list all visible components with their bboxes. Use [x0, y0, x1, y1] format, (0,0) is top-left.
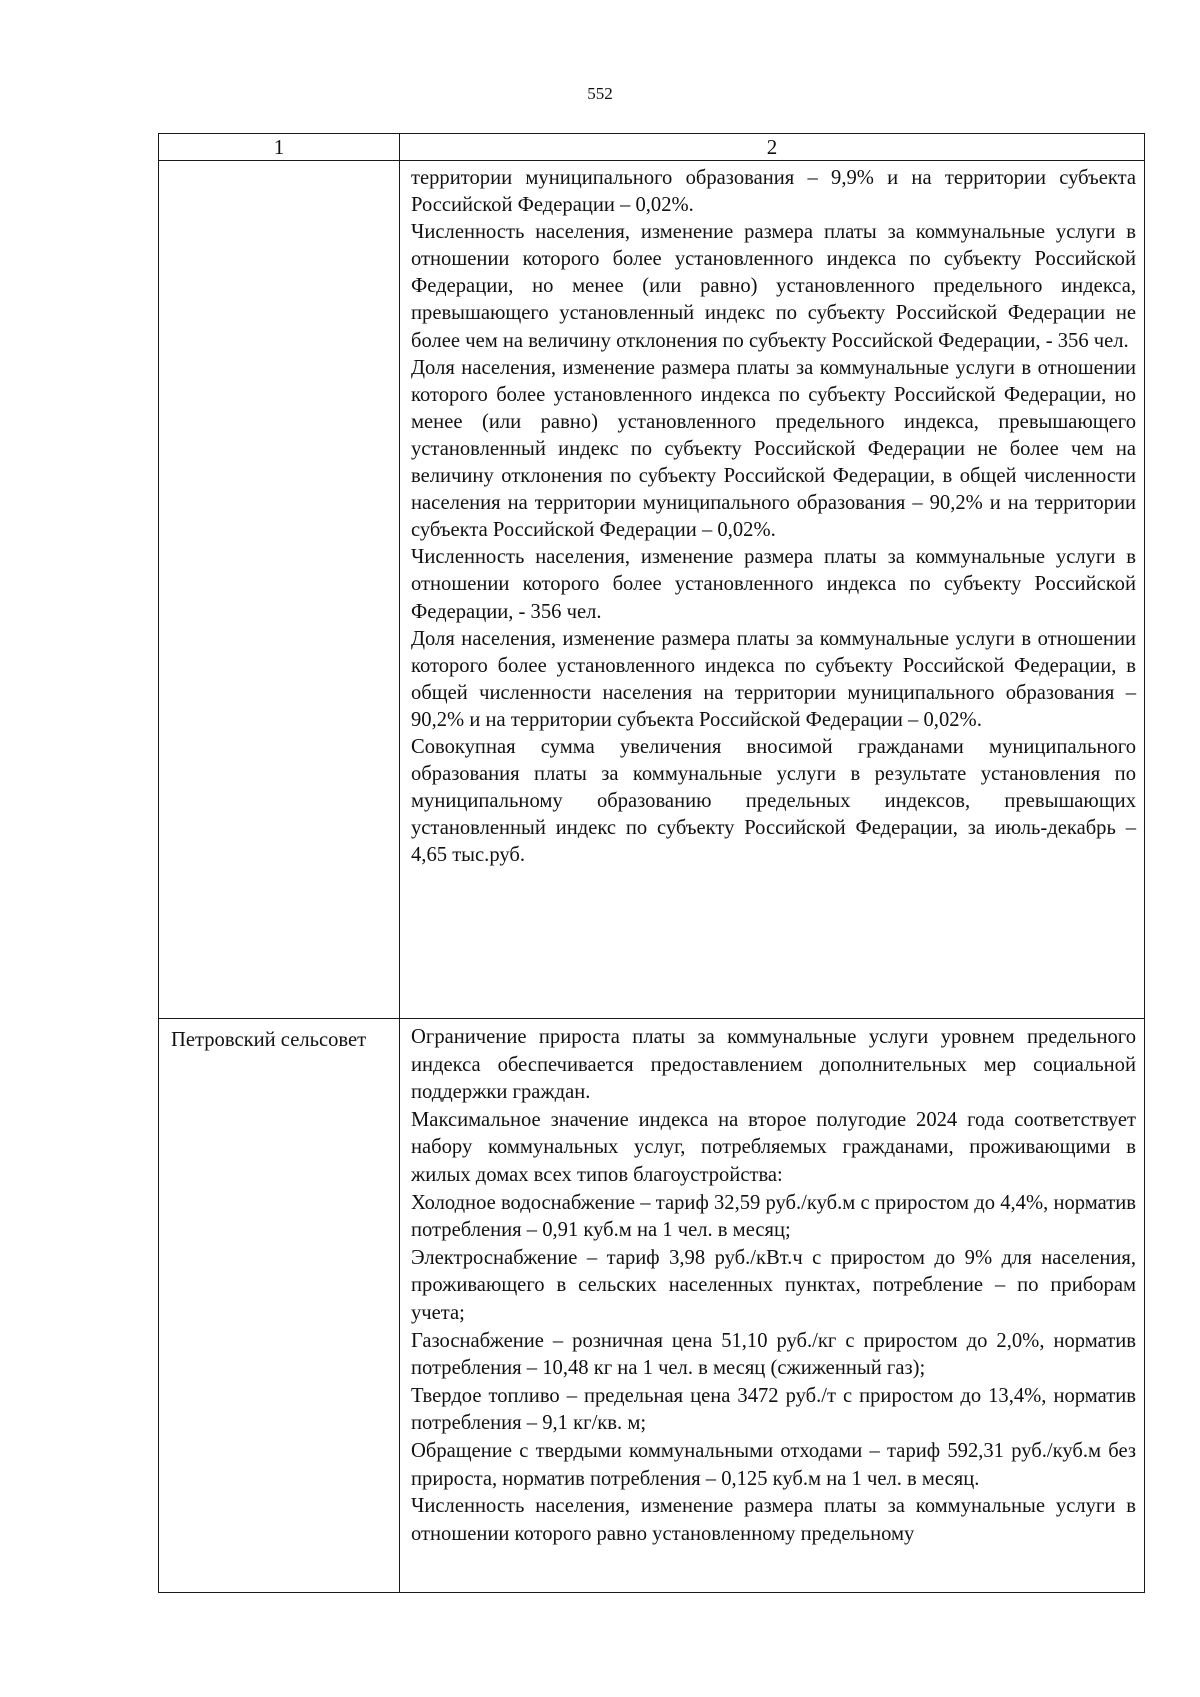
region-cell: Петровский сельсовет: [159, 1019, 400, 1593]
table-header-row: [159, 134, 1145, 161]
paragraph: Электроснабжение – тариф 3,98 руб./кВт.ч с приростом до 9% для населения, проживающего в сельских населенных пунктах, потребление – по приборам учета;: [411, 1246, 1136, 1324]
description-cell: [400, 1019, 1145, 1593]
paragraph: Твердое топливо – предельная цена 3472 руб./т с приростом до 13,4%, норматив потребления – 9,1 кг/кв. м;: [411, 1384, 1136, 1435]
table-row: [159, 161, 1145, 1019]
document-table: [158, 133, 1145, 1593]
paragraph: Доля населения, изменение размера платы за коммунальные услуги в отношении которого более установленного индекса по субъекту Российской Федерации, но менее (или равно) установленного предельного индекса, превышающего установленный индекс по субъекту Российской Федерации не более чем на величину отклонения по субъекту Российской Федерации, в общей численности населения на территории муниципального образования – 90,2% и на территории субъекта Российской Федерации – 0,02%.: [411, 356, 1136, 542]
paragraph: Численность населения, изменение размера платы за коммунальные услуги в отношении которого более установленного индекса по субъекту Российской Федерации, но менее (или равно) установленного предельного индекса, превышающего установленный индекс по субъекту Российской Федерации не более чем на величину отклонения по субъекту Российской Федерации, - 356 чел.: [411, 221, 1136, 352]
page-number: 552: [587, 84, 613, 103]
paragraph: Холодное водоснабжение – тариф 32,59 руб./куб.м с приростом до 4,4%, норматив потребления – 0,91 куб.м на 1 чел. в месяц;: [411, 1191, 1136, 1242]
paragraph: Ограничение прироста платы за коммунальные услуги уровнем предельного индекса обеспечивается предоставлением дополнительных мер социальной поддержки граждан.: [411, 1026, 1136, 1104]
region-cell: [159, 161, 400, 1019]
column-header-2: 2: [400, 134, 1145, 161]
column-header-1: 1: [159, 134, 400, 161]
table-row: [159, 1019, 1145, 1593]
paragraph: Доля населения, изменение размера платы за коммунальные услуги в отношении которого более установленного индекса по субъекту Российской Федерации, в общей численности населения на территории муниципального образования – 90,2% и на территории субъекта Российской Федерации – 0,02%.: [411, 627, 1136, 731]
paragraph: территории муниципального образования – 9,9% и на территории субъекта Российской Федерации – 0,02%.: [411, 167, 1136, 217]
paragraph: Обращение с твердыми коммунальными отходами – тариф 592,31 руб./куб.м без прироста, норматив потребления – 0,125 куб.м на 1 чел. в месяц.: [411, 1439, 1136, 1490]
paragraph: Максимальное значение индекса на второе полугодие 2024 года соответствует набору коммунальных услуг, потребляемых гражданами, проживающими в жилых домах всех типов благоустройства:: [411, 1108, 1136, 1186]
paragraph: Численность населения, изменение размера платы за коммунальные услуги в отношении которого более установленного индекса по субъекту Российской Федерации, - 356 чел.: [411, 546, 1136, 623]
paragraph: Газоснабжение – розничная цена 51,10 руб./кг с приростом до 2,0%, норматив потребления – 10,48 кг на 1 чел. в месяц (сжиженный газ);: [411, 1329, 1136, 1380]
description-cell: [400, 161, 1145, 1019]
paragraph: Численность населения, изменение размера платы за коммунальные услуги в отношении которого равно установленному предельному: [411, 1495, 1136, 1545]
paragraph: Совокупная сумма увеличения вносимой гражданами муниципального образования платы за коммунальные услуги в результате установления по муниципальному образованию предельных индексов, превышающих установленный индекс по субъекту Российской Федерации, за июль-декабрь – 4,65 тыс.руб.: [411, 735, 1136, 867]
